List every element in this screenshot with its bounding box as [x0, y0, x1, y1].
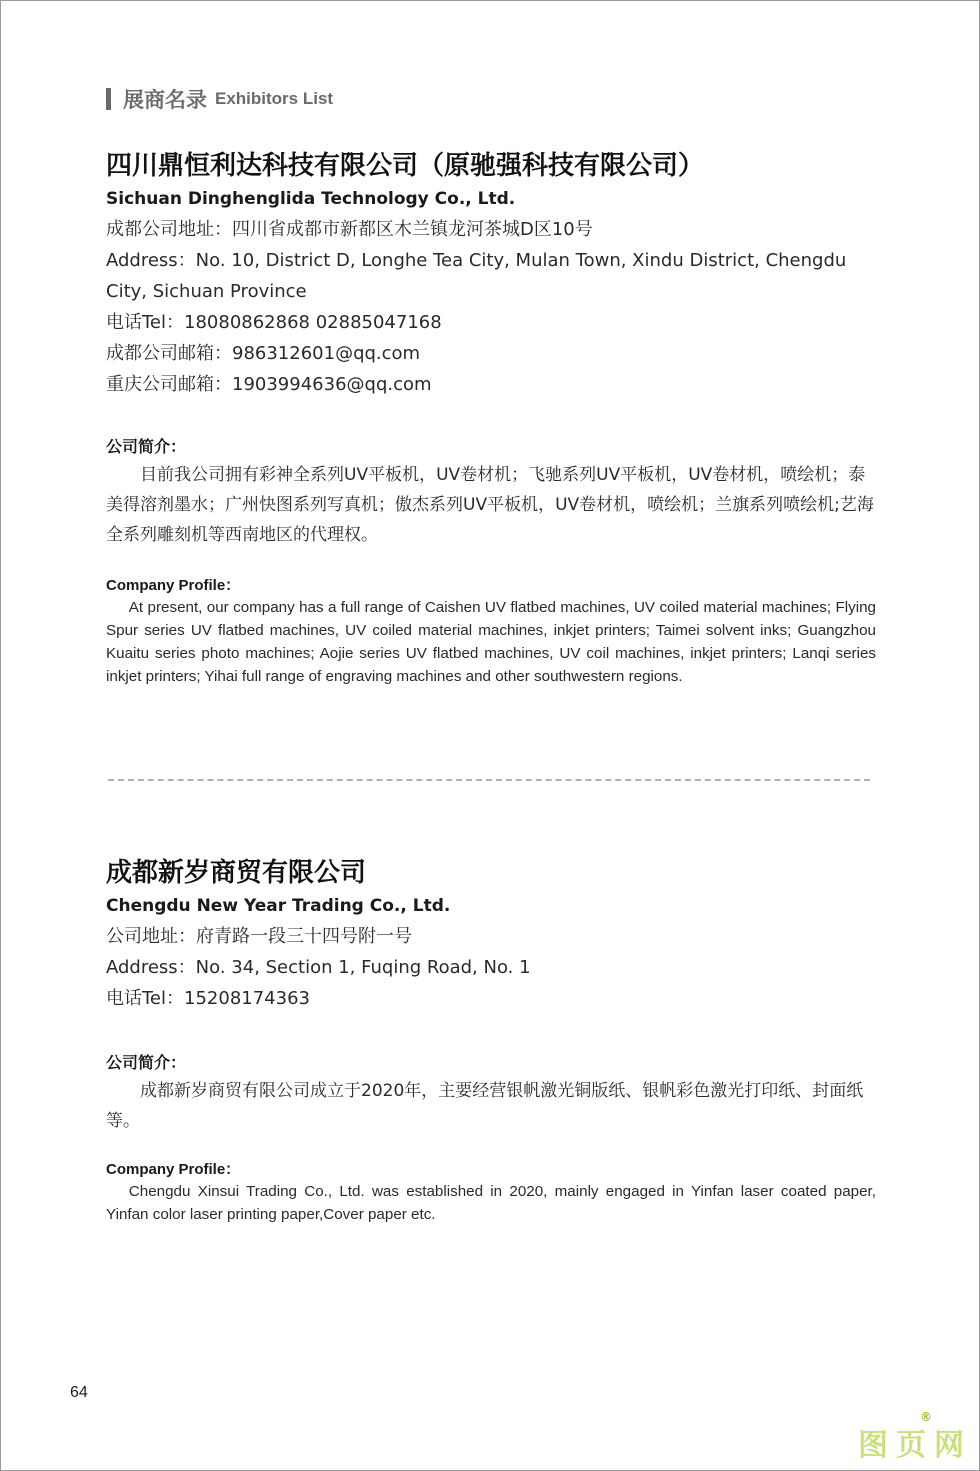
watermark-logo — [858, 1410, 972, 1464]
profile-cn-label: 公司简介： — [106, 437, 187, 456]
exhibitor-entry — [106, 148, 882, 688]
email-chengdu: 成都公司邮箱：986312601@qq.com — [106, 343, 421, 364]
dashed-divider — [108, 779, 870, 781]
email-chongqing: 重庆公司邮箱：1903994636@qq.com — [106, 374, 432, 395]
profile-cn-label: 公司简介： — [106, 1053, 187, 1072]
section-header — [106, 84, 333, 114]
profile-en-text: At present, our company has a full range of Caishen UV flatbed machines, UV coiled material machines; Flying Spur series UV flatbed machines, UV coiled material machines, inkjet printers; Taimei solvent inks; Guangzhou Kuaitu series photo machines; Aojie series UV flatbed machines, UV coil machines, inkjet printers; Lanqi series inkjet printers; Yihai full range of engraving machines and other southwestern regions. — [106, 599, 876, 685]
company-name-cn: 成都新岁商贸有限公司 — [106, 858, 367, 888]
address-en: Address：No. 10, District D, Longhe Tea City, Mulan Town, Xindu District, Chengdu City, Sichuan Province — [106, 250, 847, 302]
watermark-text: 图页网 — [858, 1428, 972, 1463]
page-number: 64 — [70, 1384, 88, 1401]
header-bar — [106, 88, 111, 110]
profile-en-label: Company Profile： — [106, 1161, 241, 1178]
registered-mark: ® — [920, 1410, 932, 1424]
company-name-en: Chengdu New Year Trading Co., Ltd. — [106, 896, 451, 916]
profile-cn-text: 成都新岁商贸有限公司成立于2020年，主要经营银帆激光铜版纸、银帆彩色激光打印纸、封面纸等。 — [106, 1081, 864, 1131]
address-cn: 成都公司地址：四川省成都市新都区木兰镇龙河茶城D区10号 — [106, 219, 593, 240]
address-cn: 公司地址：府青路一段三十四号附一号 — [106, 926, 412, 947]
profile-en-label: Company Profile： — [106, 577, 241, 594]
phone: 电话Tel：18080862868 02885047168 — [106, 312, 442, 333]
phone: 电话Tel：15208174363 — [106, 988, 310, 1009]
exhibitor-entry — [106, 855, 882, 1226]
header-title-en: Exhibitors List — [215, 89, 334, 108]
address-en: Address：No. 34, Section 1, Fuqing Road, No. 1 — [106, 957, 531, 978]
profile-en-text: Chengdu Xinsui Trading Co., Ltd. was established in 2020, mainly engaged in Yinfan laser coated paper, Yinfan color laser printing paper,Cover paper etc. — [106, 1183, 876, 1223]
company-name-cn: 四川鼎恒利达科技有限公司（原驰强科技有限公司） — [106, 151, 705, 181]
header-title-cn: 展商名录 — [123, 88, 207, 112]
company-name-en: Sichuan Dinghenglida Technology Co., Ltd. — [106, 189, 516, 209]
profile-cn-text: 目前我公司拥有彩神全系列UV平板机，UV卷材机；飞驰系列UV平板机，UV卷材机，喷绘机；泰美得溶剂墨水；广州快图系列写真机；傲杰系列UV平板机，UV卷材机，喷绘机；兰旗系列喷绘机;艺海全系列雕刻机等西南地区的代理权。 — [106, 465, 874, 545]
